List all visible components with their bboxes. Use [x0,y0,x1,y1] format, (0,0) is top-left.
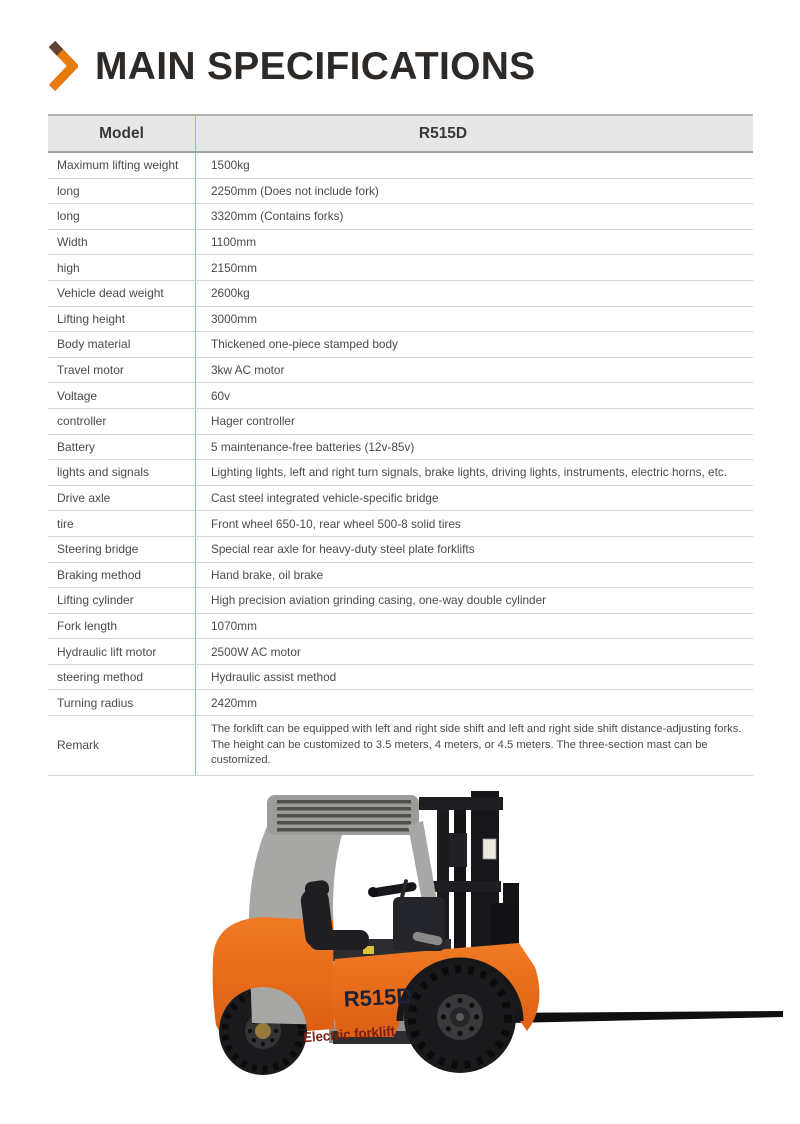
model-header-value: R515D [195,116,753,151]
spec-row [48,255,753,281]
spec-value: Hand brake, oil brake [195,563,753,588]
forklift-model-text: R515D [343,982,413,1012]
spec-row [48,639,753,665]
spec-row [48,511,753,537]
spec-label: Steering bridge [57,542,139,557]
spec-row [48,665,753,691]
spec-value: 3000mm [195,307,753,332]
spec-row [48,230,753,256]
spec-label: high [57,260,80,275]
seat [300,879,369,950]
spec-label: Vehicle dead weight [57,286,164,301]
spec-row [48,307,753,333]
spec-value: Front wheel 650-10, rear wheel 500-8 solid tires [195,511,753,536]
spec-label: long [57,209,80,224]
spec-row [48,537,753,563]
spec-value: Lighting lights, left and right turn signals, brake lights, driving lights, instruments, electric horns, etc. [195,460,753,485]
spec-label: Braking method [57,567,142,582]
spec-label: Drive axle [57,491,111,506]
spec-row [48,281,753,307]
model-header-row [48,114,753,153]
spec-value: 2150mm [195,255,753,280]
spec-value: 2500W AC motor [195,639,753,664]
spec-value: Thickened one-piece stamped body [195,332,753,357]
spec-label: Body material [57,337,131,352]
spec-label: Fork length [57,618,118,633]
forklift-image [197,791,785,1077]
spec-label: Travel motor [57,363,124,378]
spec-row [48,153,753,179]
spec-value: High precision aviation grinding casing, one-way double cylinder [195,588,753,613]
spec-value: 3320mm (Contains forks) [195,204,753,229]
chevron-right-icon [48,39,78,93]
spec-value: 3kw AC motor [195,358,753,383]
spec-label: Remark [57,738,100,753]
spec-row [48,563,753,589]
spec-row [48,614,753,640]
spec-value: Cast steel integrated vehicle-specific bridge [195,486,753,511]
spec-value: Special rear axle for heavy-duty steel plate forklifts [195,537,753,562]
spec-label: tire [57,516,74,531]
spec-label: Lifting cylinder [57,593,134,608]
spec-value: 1070mm [195,614,753,639]
spec-row [48,409,753,435]
spec-label: Width [57,235,88,250]
spec-label: Maximum lifting weight [57,158,179,173]
spec-row [48,358,753,384]
spec-table [48,114,753,776]
spec-value: 1100mm [195,230,753,255]
page-header [48,38,800,94]
spec-rows [48,153,753,716]
model-header-label: Model [99,124,144,142]
spec-value: Hager controller [195,409,753,434]
spec-row [48,179,753,205]
spec-row [48,690,753,716]
spec-label: lights and signals [57,465,150,480]
spec-label: controller [57,414,107,429]
spec-row [48,435,753,461]
spec-row [48,486,753,512]
spec-row [48,588,753,614]
spec-value: 2420mm [195,690,753,715]
spec-value: 60v [195,383,753,408]
spec-row [48,383,753,409]
forklift-type-text: Electric forklift [302,1021,402,1045]
spec-label: Lifting height [57,311,126,326]
spec-value: 1500kg [195,153,753,178]
spec-value: The forklift can be equipped with left and right side shift and left and right side shift distance-adjusting forks. The height can be customized to 3.5 meters, 4 meters, or 4.5 meters. The three-section mast can be customized. [195,716,753,775]
spec-value: 2600kg [195,281,753,306]
spec-label: Turning radius [57,695,134,710]
spec-label: steering method [57,670,144,685]
spec-row [48,332,753,358]
spec-label: Voltage [57,388,98,403]
page-title: MAIN SPECIFICATIONS [95,44,536,88]
spec-value: 5 maintenance-free batteries (12v-85v) [195,435,753,460]
spec-row [48,460,753,486]
spec-row-remark [48,716,753,776]
spec-row [48,204,753,230]
spec-label: long [57,183,80,198]
spec-label: Hydraulic lift motor [57,644,157,659]
spec-value: 2250mm (Does not include fork) [195,179,753,204]
spec-value: Hydraulic assist method [195,665,753,690]
spec-label: Battery [57,439,96,454]
